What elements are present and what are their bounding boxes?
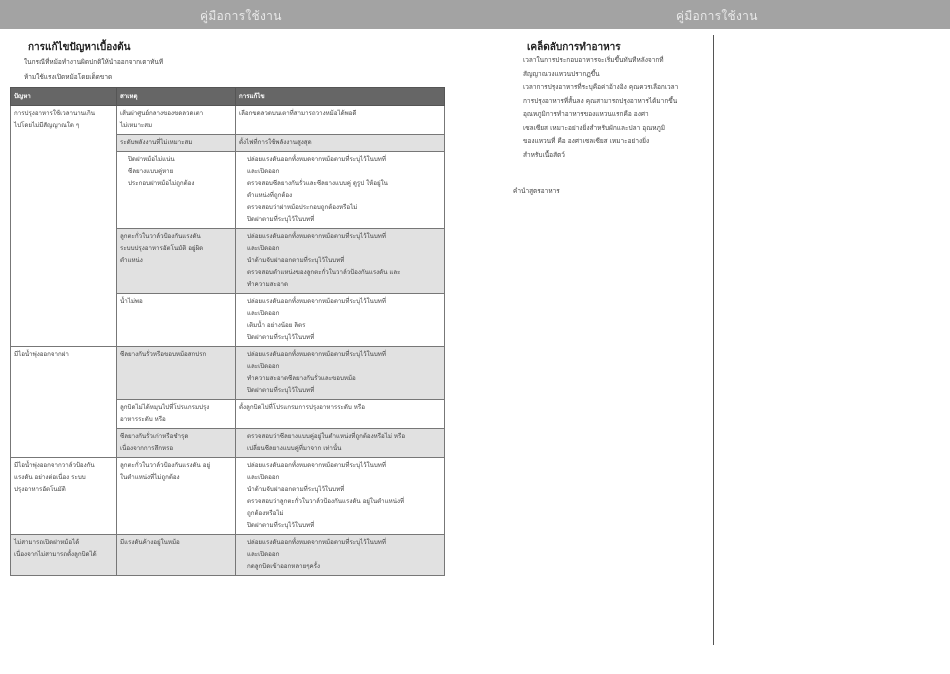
solution-cell [236, 347, 445, 400]
table-row [11, 535, 445, 576]
solution-cell [236, 229, 445, 294]
cause-line: ปิดฝาหม้อไม่แน่น [128, 156, 175, 163]
cause-line: ตำแหน่ง [120, 257, 143, 264]
troubleshooting-table [10, 87, 445, 576]
cause-line: อาหารระดับ หรือ [120, 416, 166, 423]
tip-line: สัญญาณวงแหวนปรากฏขึ้น [523, 69, 600, 78]
cause-cell [117, 347, 236, 400]
solution-line: ปิดฝาตามที่ระบุไว้ในบทที่ [247, 522, 315, 529]
solution-cell [236, 429, 445, 458]
cause-line: ซีลยางกันรั่วหรือขอบหม้อสกปรก [120, 351, 207, 358]
cause-line: ประกอบฝาหม้อไม่ถูกต้อง [128, 180, 195, 187]
cause-cell [117, 535, 236, 576]
solution-line: ตรวจสอบว่าลูกตะกั่วในวาล์วป้องกันแรงดัน อยู่ในตำแหน่งที่ [247, 498, 405, 505]
solution-line: ปิดฝาตามที่ระบุไว้ในบทที่ [247, 387, 315, 394]
solution-line: เปลี่ยนซีลยางแบบคู่ที่มาจาก เท่านั้น [247, 445, 342, 452]
table-row [11, 347, 445, 400]
solution-line: และเปิดออก [247, 363, 280, 370]
solution-line: นำด้ามจับฝาออกตามที่ระบุไว้ในบทที่ [247, 486, 345, 493]
solution-line: ตรวจสอบว่าฝาหม้อประกอบถูกต้องหรือไม่ [247, 204, 358, 211]
solution-cell [236, 152, 445, 229]
intro-line: ห้ามใช้แรงเปิดหม้อโดยเด็ดขาด [24, 73, 113, 81]
cause-cell [117, 458, 236, 535]
cause-cell [117, 152, 236, 229]
problem-line: ปรุงอาหารอัตโนมัติ [14, 486, 66, 493]
header-bar [0, 0, 950, 29]
header-title-left: คู่มือการใช้งาน [200, 9, 282, 23]
problem-cell [11, 535, 117, 576]
solution-line: เลือกขดลวดบนเตาที่สามารถวางหม้อได้พอดี [239, 110, 357, 117]
table-row [11, 106, 445, 135]
solution-line: และเปิดออก [247, 310, 280, 317]
problem-line: การปรุงอาหารใช้เวลานานเกิน [14, 110, 95, 117]
solution-line: ตรวจสอบซีลยางกันรั่วและซีลยางแบบคู่ ดูรูป ให้อยู่ใน [247, 180, 388, 187]
problem-line: มีไอน้ำพุ่งออกจากวาล์วป้องกัน [14, 462, 95, 469]
tip-line: เซลเซียส เหมาะอย่างยิ่งสำหรับผักและปลา อุณหภูมิ [523, 123, 666, 132]
solution-line: ปล่อยแรงดันออกทั้งหมดจากหม้อตามที่ระบุไว้ในบทที่ [247, 351, 386, 358]
tip-line: อุณหภูมิการทำอาหารของแหวนแรกคือ องศา [523, 110, 649, 118]
solution-line: ปล่อยแรงดันออกทั้งหมดจากหม้อตามที่ระบุไว้ในบทที่ [247, 539, 386, 546]
tip-line: การปรุงอาหารที่สั้นลง คุณสามารถปรุงอาหารได้มากขึ้น [523, 96, 678, 105]
cause-cell [117, 400, 236, 429]
intro-line: ในกรณีที่หม้อทำงานผิดปกติให้นำออกจากเตาทันที [24, 58, 164, 66]
solution-line: ตรวจสอบว่าซีลยางแบบคู่อยู่ในตำแหน่งที่ถูกต้องหรือไม่ หรือ [247, 433, 406, 440]
cause-line: เส้นผ่าศูนย์กลางของขดลวดเตา [120, 110, 204, 117]
cause-line: ซีลยางแบบคู่หาย [128, 168, 174, 175]
solution-line: ทำความสะอาด [247, 281, 289, 288]
solution-line: ตำแหน่งที่ถูกต้อง [247, 192, 293, 199]
solution-line: ปล่อยแรงดันออกทั้งหมดจากหม้อตามที่ระบุไว้ในบทที่ [247, 233, 386, 240]
tip-line: เวลาในการประกอบอาหารจะเริ่มขึ้นทันทีหลังจากที่ [523, 56, 664, 64]
cause-line: ลูกตะกั่วในวาล์วป้องกันแรงดัน อยู่ [120, 462, 211, 469]
solution-line: และเปิดออก [247, 245, 280, 252]
column-header-cause: สาเหตุ [117, 88, 236, 106]
tip-line: สำหรับเนื้อสัตว์ [523, 150, 565, 159]
cause-cell [117, 135, 236, 152]
cause-line: ในตำแหน่งที่ไม่ถูกต้อง [120, 474, 180, 481]
solution-line: ปล่อยแรงดันออกทั้งหมดจากหม้อตามที่ระบุไว้ในบทที่ [247, 156, 386, 163]
tip-line: ของแหวนที่ คือ องศาเซลเซียส เหมาะอย่างยิ่ง [523, 137, 650, 145]
problem-line: แรงดัน อย่างต่อเนื่อง ระบบ [14, 474, 86, 481]
solution-line: ปิดฝาตามที่ระบุไว้ในบทที่ [247, 216, 315, 223]
solution-cell [236, 400, 445, 429]
table-row [11, 458, 445, 535]
cause-line: ซีลยางกันรั่วเก่าหรือชำรุด [120, 433, 189, 440]
cause-cell [117, 106, 236, 135]
cause-line: มีแรงดันค้างอยู่ในหม้อ [120, 539, 180, 546]
problem-line: ไม่สามารถเปิดฝาหม้อได้ [14, 539, 80, 546]
solution-cell [236, 535, 445, 576]
problem-line: มีไอน้ำพุ่งออกจากฝา [14, 351, 69, 358]
solution-cell [236, 458, 445, 535]
solution-line: และเปิดออก [247, 474, 280, 481]
column-header-problem: ปัญหา [11, 88, 117, 106]
problem-cell [11, 347, 117, 458]
troubleshooting-title: การแก้ไขปัญหาเบื้องต้น [28, 42, 131, 53]
cooking-tips-title: เคล็ดลับการทำอาหาร [527, 42, 621, 53]
tip-line: เวลาการปรุงอาหารที่ระบุคือค่าอ้างอิง คุณควรเลือกเวลา [523, 83, 679, 91]
cause-cell [117, 229, 236, 294]
column-divider [713, 35, 714, 645]
solution-line: กดลูกบิดเข้าออกหลายๆครั้ง [247, 563, 321, 570]
solution-line: ถูกต้องหรือไม่ [247, 510, 284, 517]
problem-line: เนื่องจากไม่สามารถตั้งลูกบิดได้ [14, 551, 97, 558]
cause-line: ลูกตะกั่วในวาล์วป้องกันแรงดัน [120, 233, 201, 240]
header-title-right: คู่มือการใช้งาน [676, 9, 758, 23]
problem-cell [11, 106, 117, 347]
cause-line: ระบบปรุงอาหารอัตโนมัติ อยู่ผิด [120, 245, 204, 252]
cause-line: น้ำไม่พอ [120, 298, 143, 305]
cause-line: ระดับพลังงานที่ไม่เหมาะสม [120, 139, 193, 146]
solution-line: ปล่อยแรงดันออกทั้งหมดจากหม้อตามที่ระบุไว้ในบทที่ [247, 298, 386, 305]
problem-line: ไปโดยไม่มีสัญญาณใด ๆ [14, 122, 80, 129]
table-header-row [11, 88, 445, 106]
table-body [11, 106, 445, 576]
recipe-section-label: คำนำสูตรอาหาร [513, 187, 560, 195]
solution-line: ปล่อยแรงดันออกทั้งหมดจากหม้อตามที่ระบุไว้ในบทที่ [247, 462, 386, 469]
solution-line: เติมน้ำ อย่างน้อย ลิตร [247, 322, 306, 329]
solution-line: และเปิดออก [247, 551, 280, 558]
cause-line: ไม่เหมาะสม [120, 122, 153, 129]
solution-cell [236, 106, 445, 135]
cause-line: เนื่องจากการสึกหรอ [120, 445, 174, 452]
cause-cell [117, 429, 236, 458]
solution-line: ทำความสะอาดซีลยางกันรั่วและขอบหม้อ [247, 375, 356, 382]
solution-cell [236, 135, 445, 152]
cause-cell [117, 294, 236, 347]
solution-line: ตั้งไฟที่การใช้พลังงานสูงสุด [239, 139, 312, 146]
troubleshooting-intro [24, 55, 264, 85]
cause-line: ลูกบิดไม่ได้หมุนไปที่โปรแกรมปรุง [120, 404, 210, 411]
column-header-solution: การแก้ไข [236, 88, 445, 106]
solution-line: ตรวจสอบตำแหน่งของลูกตะกั่วในวาล์วป้องกันแรงดัน และ [247, 269, 401, 276]
cooking-tips-text [523, 54, 713, 162]
solution-line: นำด้ามจับฝาออกตามที่ระบุไว้ในบทที่ [247, 257, 345, 264]
solution-line: และเปิดออก [247, 168, 280, 175]
solution-line: ตั้งลูกบิดไปที่โปรแกรมการปรุงอาหารระดับ หรือ [239, 404, 365, 411]
solution-cell [236, 294, 445, 347]
problem-cell [11, 458, 117, 535]
solution-line: ปิดฝาตามที่ระบุไว้ในบทที่ [247, 334, 315, 341]
